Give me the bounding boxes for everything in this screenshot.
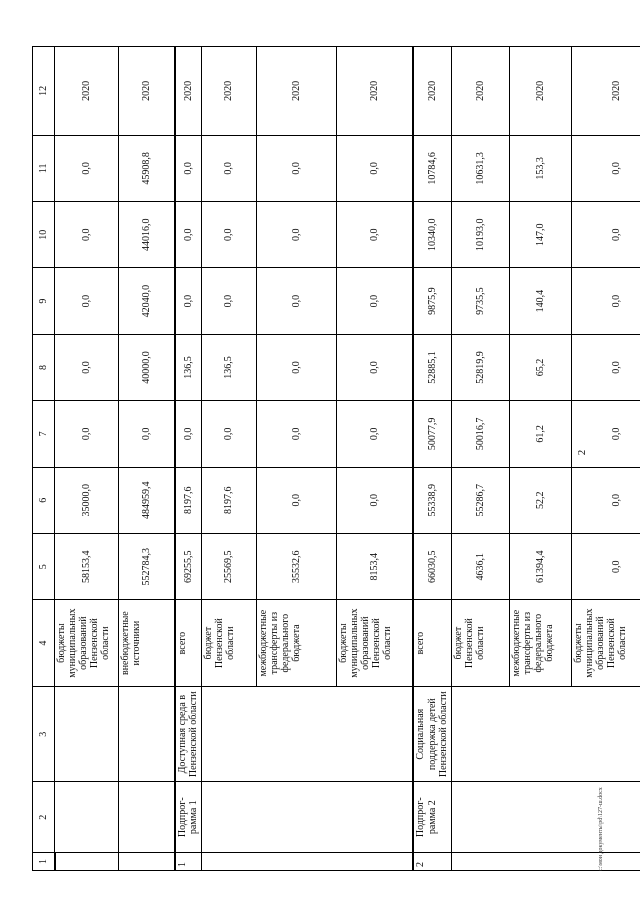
page-number: 2 [576,449,588,456]
value-cell: 55286,7 [451,467,509,533]
year-cell: 2020 [201,47,256,136]
funding-source-cell: бюджет Пензенской области [451,600,509,687]
row-number-cell [256,852,336,870]
value-cell: 61,2 [509,401,571,467]
col-header: 2 [33,782,55,852]
program-cell [55,782,119,852]
value-cell: 10631,3 [451,135,509,201]
value-cell: 35532,6 [256,533,336,599]
value-cell: 0,0 [256,268,336,334]
row-number-cell [55,852,119,870]
value-cell: 50077,9 [413,401,451,467]
value-cell: 0,0 [201,401,256,467]
program-cell [509,782,571,852]
year-cell: 2020 [509,47,571,136]
program-cell: Подпрог-рамма 2 [413,782,451,852]
value-cell: 10340,0 [413,202,451,268]
year-cell: 2020 [119,47,175,136]
col-header: 4 [33,600,55,687]
value-cell: 0,0 [256,135,336,201]
year-cell: 2020 [256,47,336,136]
value-cell: 61394,4 [509,533,571,599]
value-cell: 10193,0 [451,202,509,268]
value-cell: 0,0 [571,135,640,201]
year-cell: 2020 [571,47,640,136]
funding-source-cell: бюджет Пензенской области [201,600,256,687]
col-header: 3 [33,686,55,782]
value-cell: 42040,0 [119,268,175,334]
funding-source-cell: внебюджетные источники [119,600,175,687]
col-header: 5 [33,533,55,599]
value-cell: 52819,9 [451,334,509,400]
year-cell: 2020 [55,47,119,136]
program-name-cell [571,686,640,782]
value-cell: 69255,5 [175,533,202,599]
table-row [175,47,202,871]
col-header: 1 [33,852,55,870]
row-number-cell [451,852,509,870]
row-number-cell [119,852,175,870]
value-cell: 55338,9 [413,467,451,533]
col-header: 11 [33,135,55,201]
year-cell: 2020 [175,47,202,136]
value-cell: 8197,6 [201,467,256,533]
row-number-cell [571,852,640,870]
program-name-cell [509,686,571,782]
value-cell: 147,0 [509,202,571,268]
value-cell: 50016,7 [451,401,509,467]
value-cell: 0,0 [175,401,202,467]
value-cell: 552784,3 [119,533,175,599]
value-cell: 0,0 [55,401,119,467]
funding-source-cell: бюджеты муниципальных образований Пензенской области [55,600,119,687]
value-cell: 0,0 [55,135,119,201]
table-row [336,47,413,871]
value-cell: 0,0 [119,401,175,467]
row-number-cell [336,852,413,870]
value-cell: 0,0 [256,467,336,533]
value-cell: 0,0 [571,467,640,533]
year-cell: 2020 [336,47,413,136]
program-cell: Подпрог-рамма 1 [175,782,202,852]
program-name-cell [336,686,413,782]
year-cell: 2020 [413,47,451,136]
col-header: 7 [33,401,55,467]
table-row [451,47,509,871]
value-cell: 0,0 [256,401,336,467]
value-cell: 52,2 [509,467,571,533]
table-row [256,47,336,871]
value-cell: 0,0 [55,268,119,334]
value-cell: 140,4 [509,268,571,334]
funding-source-cell: бюджеты муниципальных образований Пензенской области [336,600,413,687]
program-name-cell [201,686,256,782]
value-cell: 0,0 [336,334,413,400]
value-cell: 8153,4 [336,533,413,599]
value-cell: 484959,4 [119,467,175,533]
col-header: 8 [33,334,55,400]
year-cell: 2020 [451,47,509,136]
funding-source-cell: всего [175,600,202,687]
program-name-cell: Доступная среда в Пензенской области [175,686,202,782]
program-name-cell [119,686,175,782]
table-row [413,47,451,871]
value-cell: 58153,4 [55,533,119,599]
program-name-cell: Социальная поддержка детей Пензенской области [413,686,451,782]
value-cell: 0,0 [571,401,640,467]
value-cell: 4636,1 [451,533,509,599]
value-cell: 0,0 [201,268,256,334]
value-cell: 10784,6 [413,135,451,201]
program-name-cell [256,686,336,782]
table-row [119,47,175,871]
value-cell: 35000,0 [55,467,119,533]
funding-source-cell: межбюджетные трансферты из федерального бюджета [256,600,336,687]
value-cell: 0,0 [571,202,640,268]
col-header: 10 [33,202,55,268]
value-cell: 0,0 [571,334,640,400]
value-cell: 0,0 [336,467,413,533]
value-cell: 66030,5 [413,533,451,599]
value-cell: 8197,6 [175,467,202,533]
program-cell [451,782,509,852]
value-cell: 0,0 [571,268,640,334]
row-number-cell [201,852,256,870]
row-number-cell: 2 [413,852,451,870]
value-cell: 52885,1 [413,334,451,400]
value-cell: 65,2 [509,334,571,400]
value-cell: 0,0 [55,334,119,400]
value-cell: 0,0 [201,135,256,201]
value-cell: 25569,5 [201,533,256,599]
program-cell [256,782,336,852]
value-cell: 0,0 [256,202,336,268]
value-cell: 136,5 [201,334,256,400]
program-cell [336,782,413,852]
table-row [201,47,256,871]
budget-table [32,46,640,871]
program-cell [571,782,640,852]
value-cell: 40000,0 [119,334,175,400]
value-cell: 45908,8 [119,135,175,201]
value-cell: 0,0 [336,202,413,268]
program-cell [119,782,175,852]
value-cell: 0,0 [55,202,119,268]
funding-source-cell: всего [413,600,451,687]
table-row [55,47,119,871]
header-row [33,47,55,871]
funding-source-cell: бюджеты муниципальных образований Пензенской области [571,600,640,687]
row-number-cell: 1 [175,852,202,870]
funding-source-cell: межбюджетные трансферты из федерального бюджета [509,600,571,687]
value-cell: 0,0 [336,135,413,201]
value-cell: 0,0 [175,202,202,268]
value-cell: 0,0 [175,268,202,334]
value-cell: 0,0 [256,334,336,400]
value-cell: 0,0 [571,533,640,599]
value-cell: 0,0 [201,202,256,268]
program-cell [201,782,256,852]
value-cell: 136,5 [175,334,202,400]
value-cell: 9735,5 [451,268,509,334]
row-number-cell [509,852,571,870]
table-row [571,47,640,871]
value-cell: 153,3 [509,135,571,201]
value-cell: 0,0 [175,135,202,201]
col-header: 6 [33,467,55,533]
value-cell: 0,0 [336,268,413,334]
col-header: 12 [33,47,55,136]
table-row [509,47,571,871]
value-cell: 0,0 [336,401,413,467]
value-cell: 44016,0 [119,202,175,268]
file-path-footer: c:\мои документы\pd\127-ш.docx [598,787,604,871]
col-header: 9 [33,268,55,334]
program-name-cell [55,686,119,782]
program-name-cell [451,686,509,782]
value-cell: 9875,9 [413,268,451,334]
